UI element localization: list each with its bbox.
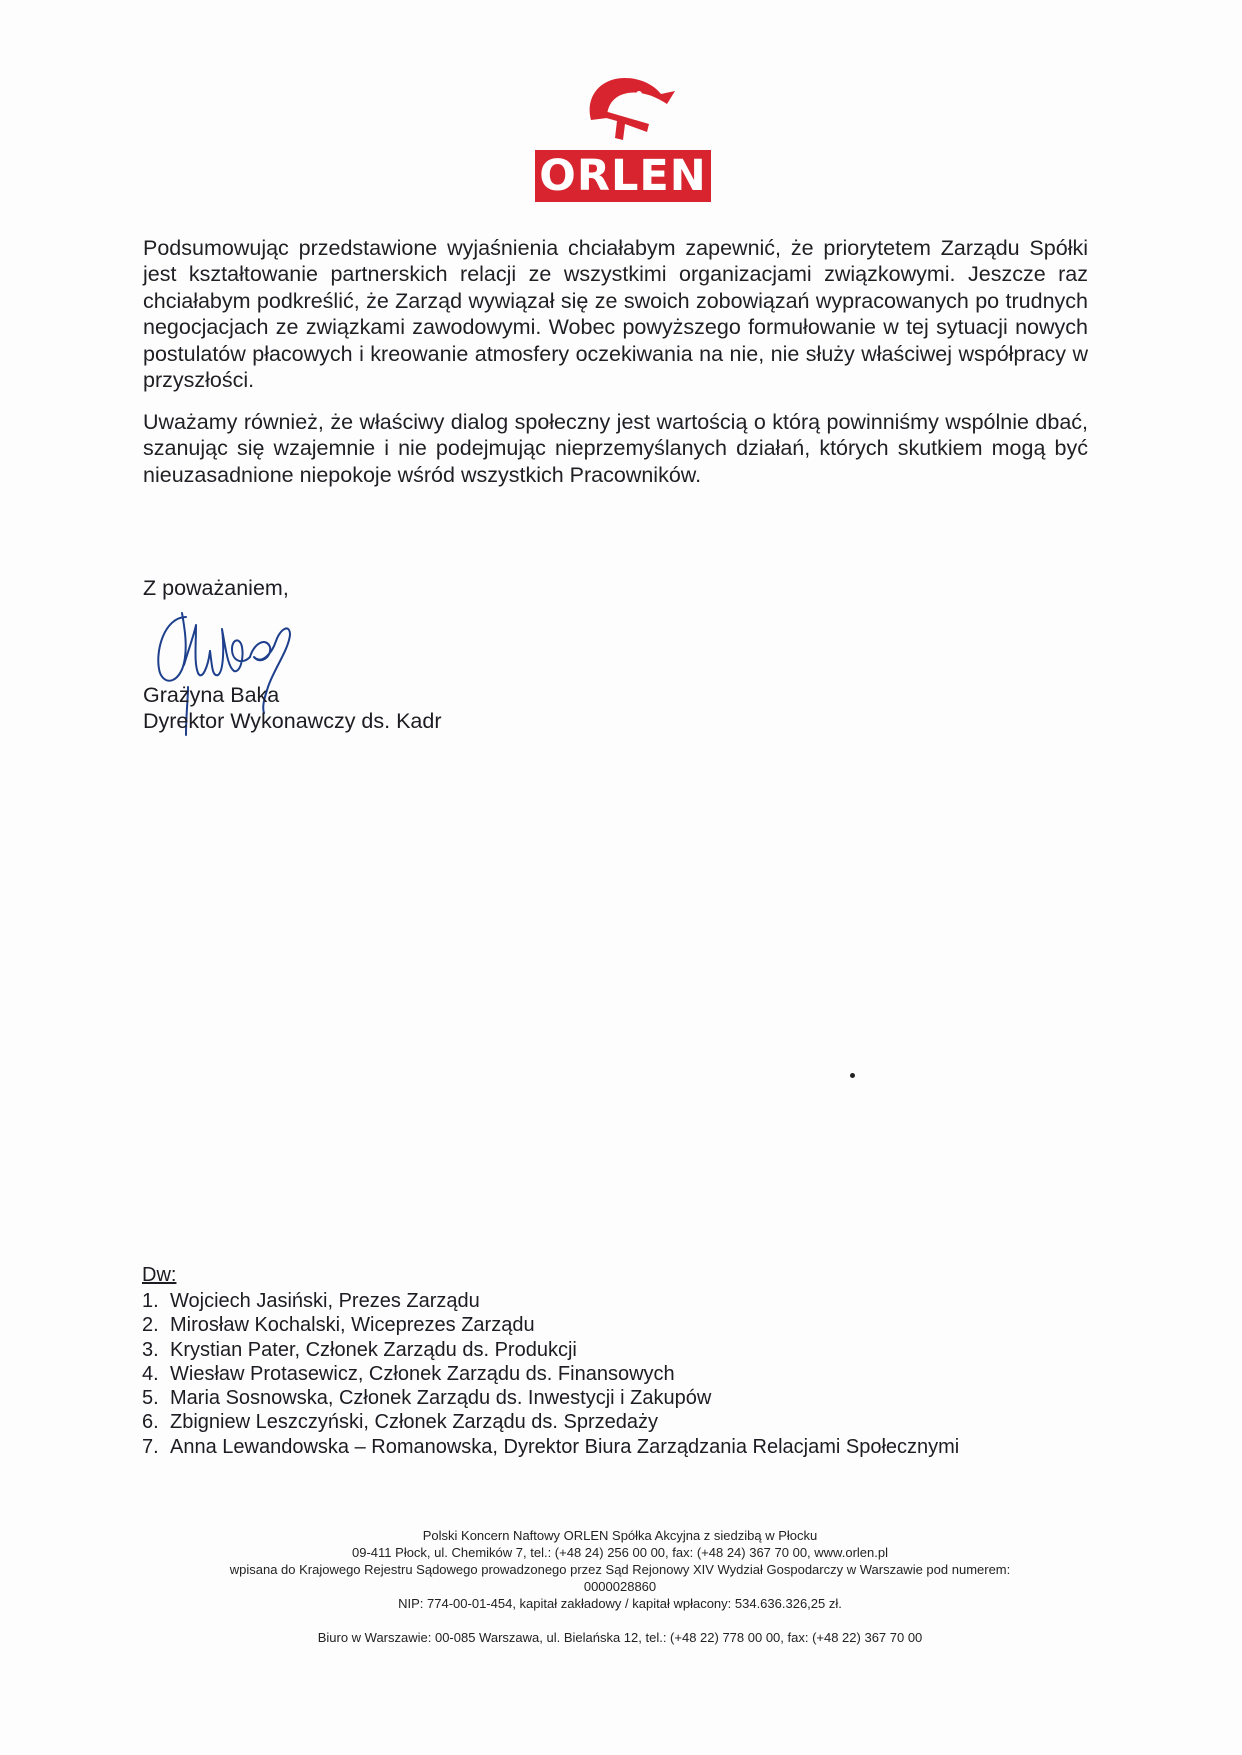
list-item: [142, 1289, 959, 1313]
body-paragraph-1: Podsumowując przedstawione wyjaśnienia chciałabym zapewnić, że priorytetem Zarządu Spółki jest kształtowanie partnerskich relacji ze wszystkimi organizacjami związkowymi. Jeszcze raz chciałabym podkreślić, że Zarząd wywiązał się ze swoich zobowiązań wypracowanych po trudnych negocjacjach ze związkami zawodowymi. Wobec powyższego formułowanie w tej sytuacji nowych postulatów płacowych i kreowanie atmosfery oczekiwania na nie, nie służy właściwej współpracy w przyszłości.: [143, 236, 1088, 393]
list-text: Anna Lewandowska – Romanowska, Dyrektor Biura Zarządzania Relacjami Społecznymi: [170, 1435, 960, 1458]
list-item: [142, 1313, 959, 1337]
logo-wordmark: ORLEN: [539, 150, 707, 201]
company-footer: [140, 1527, 1100, 1612]
list-item: [142, 1338, 959, 1362]
list-item: [142, 1410, 959, 1434]
closing-salutation: Z poważaniem,: [143, 576, 289, 600]
footer-address: 09-411 Płock, ul. Chemików 7, tel.: (+48 24) 256 00 00, fax: (+48 24) 367 70 00, www.orlen.pl: [352, 1545, 888, 1560]
footer-registry: wpisana do Krajowego Rejestru Sądowego prowadzonego przez Sąd Rejonowy XIV Wydział Gospodarczy w Warszawie pod numerem:: [229, 1562, 1011, 1577]
list-item: [142, 1386, 959, 1410]
distribution-list: [142, 1289, 959, 1459]
footer-krs-number: 0000028860: [583, 1579, 657, 1594]
footer-warsaw-office: Biuro w Warszawie: 00-085 Warszawa, ul. Bielańska 12, tel.: (+48 22) 778 00 00, fax: (+48 22) 367 70 00: [317, 1630, 923, 1645]
body-paragraph-2: Uważamy również, że właściwy dialog społeczny jest wartością o którą powinniśmy wspólnie dbać, szanując się wzajemnie i nie podejmując nieprzemyślanych działań, których skutkiem mogą być nieuzasadnione niepokoje wśród wszystkich Pracowników.: [143, 410, 1088, 487]
footer-company-name: Polski Koncern Naftowy ORLEN Spółka Akcyjna z siedzibą w Płocku: [422, 1528, 818, 1543]
eagle-head-icon: [535, 68, 711, 152]
list-item: [142, 1362, 959, 1386]
list-number: 4.: [142, 1362, 159, 1385]
list-number: 1.: [142, 1290, 159, 1312]
logo-wordmark-box: [535, 150, 711, 202]
list-text: Wojciech Jasiński, Prezes Zarządu: [170, 1290, 480, 1312]
list-text: Maria Sosnowska, Członek Zarządu ds. Inwestycji i Zakupów: [170, 1387, 712, 1410]
list-number: 6.: [142, 1411, 159, 1434]
list-text: Zbigniew Leszczyński, Członek Zarządu ds. Sprzedaży: [170, 1411, 658, 1434]
stray-dot: [850, 1073, 855, 1078]
list-text: Wiesław Protasewicz, Członek Zarządu ds. Finansowych: [170, 1362, 675, 1385]
list-text: Mirosław Kochalski, Wiceprezes Zarządu: [170, 1314, 535, 1337]
signatory-name: Grażyna Baka: [143, 683, 280, 707]
signatory-title: Dyrektor Wykonawczy ds. Kadr: [143, 709, 442, 733]
list-number: 3.: [142, 1338, 159, 1361]
list-item: [142, 1435, 959, 1459]
list-number: 5.: [142, 1387, 159, 1410]
list-number: 2.: [142, 1314, 159, 1337]
distribution-label: Dw:: [142, 1264, 177, 1286]
list-text: Krystian Pater, Członek Zarządu ds. Produkcji: [170, 1338, 577, 1361]
orlen-logo: [535, 68, 711, 202]
footer-nip-capital: NIP: 774-00-01-454, kapitał zakładowy / kapitał wpłacony: 534.636.326,25 zł.: [398, 1596, 842, 1611]
warsaw-office-footer: [140, 1629, 1100, 1646]
list-number: 7.: [142, 1435, 159, 1458]
